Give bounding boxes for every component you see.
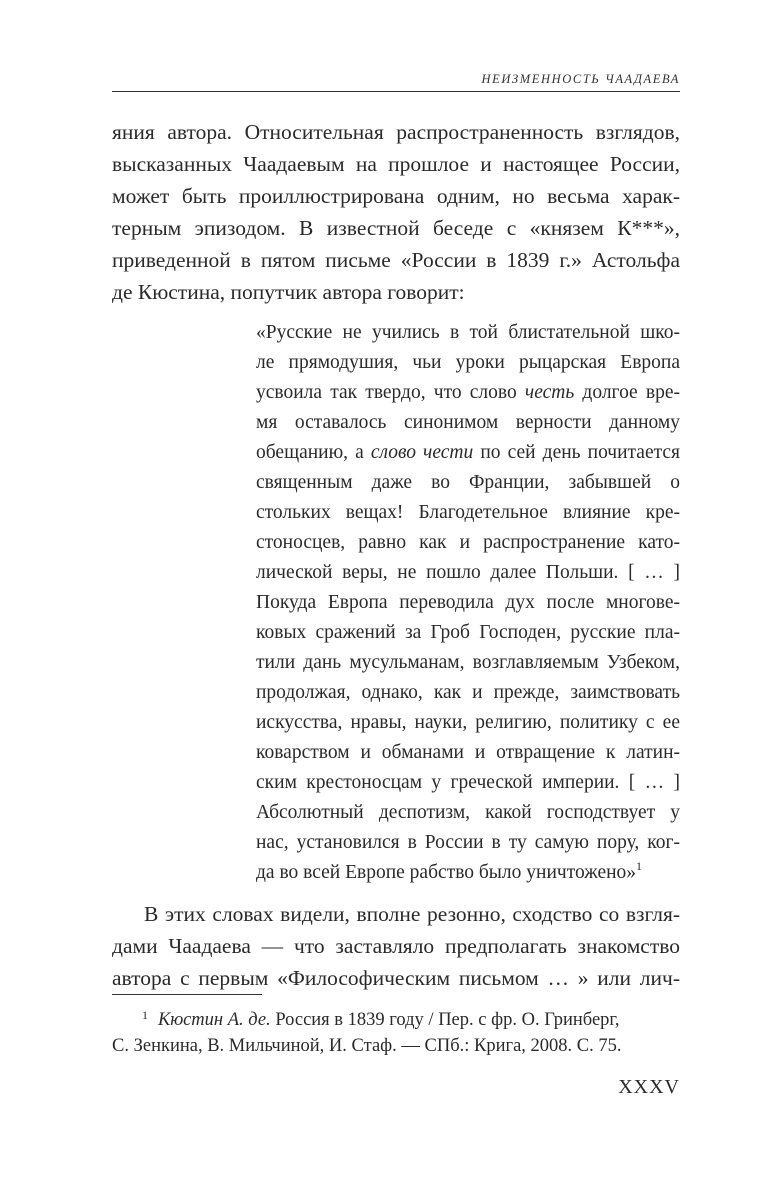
footnote-line-1: [112, 1008, 680, 1031]
quote-line-16: ским крестоносцам у греческой империи. [ … ]: [256, 772, 680, 793]
quote-line-14: искусства, нравы, науки, религию, политику с ее: [256, 712, 680, 733]
paragraph-1-line-5: приведенной в пятом письме «России в 1839 г.» Астольфа: [112, 248, 680, 272]
quote-line-6: священным даже во Франции, забывшей о: [256, 472, 680, 493]
footnote-rule: [112, 994, 262, 995]
running-head: НЕИЗМЕННОСТЬ ЧААДАЕВА: [112, 72, 680, 92]
paragraph-2-line-1: В этих словах видели, вполне резонно, сходство со взгля-: [144, 902, 680, 926]
quote-line-15: коварством и обманами и отвращение к латин-: [256, 742, 680, 763]
quote-line-11: ковых сражений за Гроб Господен, русские пла-: [256, 622, 680, 643]
quote-line-2: ле прямодушия, чьи уроки рыцарская Европа: [256, 352, 680, 373]
page-number: XXXV: [618, 1076, 680, 1098]
quote-line-1: «Русские не учились в той блистательной шко-: [256, 322, 680, 343]
quote-line-5-a: обещанию, а: [256, 442, 371, 463]
footnote-line-1-rest: Россия в 1839 году / Пер. с фр. О. Гринберг,: [270, 1010, 620, 1030]
quote-emphasis-word-of-honor: слово чести: [370, 442, 474, 463]
quote-line-5-b: по сей день почитается: [473, 442, 681, 463]
quote-line-3-a: усвоила так твердо, что слово: [256, 382, 525, 403]
quote-line-4: мя оставалось синонимом верности данному: [256, 412, 680, 433]
quote-emphasis-honor: честь: [524, 382, 575, 403]
paragraph-1-line-4: терным эпизодом. В известной беседе с «князем К***»,: [112, 216, 680, 240]
paragraph-2-line-3: автора с первым «Философическим письмом … » или лич-: [112, 966, 680, 990]
quote-line-3: [256, 382, 680, 404]
quote-line-19: [256, 859, 680, 884]
quote-line-13: продолжая, однако, как и прежде, заимствовать: [256, 682, 680, 703]
footnote-author: Кюстин А. де.: [158, 1010, 271, 1030]
quote-line-3-b: долгое вре-: [574, 382, 680, 403]
quote-line-7: стольких вещах! Благодетельное влияние кре-: [256, 502, 680, 523]
paragraph-1-line-1: яния автора. Относительная распространенность взглядов,: [112, 120, 680, 144]
paragraph-1-line-3: может быть проиллюстрирована одним, но весьма харак-: [112, 184, 680, 208]
footnote-mark: 1: [142, 1008, 148, 1022]
paragraph-1-line-6: де Кюстина, попутчик автора говорит:: [112, 280, 465, 304]
quote-line-8: стоносцев, равно как и распространение като-: [256, 532, 680, 553]
footnote-line-2: С. Зенкина, В. Мильчиной, И. Стаф. — СПб.: Крига, 2008. С. 75.: [112, 1036, 622, 1056]
quote-line-12: тили дань мусульманам, возглавляемым Узбеком,: [256, 652, 680, 673]
quote-line-9: лической веры, не пошло далее Польши. [ … ]: [256, 562, 680, 583]
quote-line-18: нас, установился в России в ту самую пору, ког-: [256, 832, 680, 853]
quote-line-5: [256, 442, 680, 464]
quote-line-19-text: да во всей Европе рабство было уничтожено»: [256, 862, 637, 883]
paragraph-2-line-2: дами Чаадаева — что заставляло предполагать знакомство: [112, 934, 680, 958]
paragraph-1-line-2: высказанных Чаадаевым на прошлое и настоящее России,: [112, 152, 680, 176]
footnote-reference[interactable]: 1: [636, 859, 643, 873]
quote-line-17: Абсолютный деспотизм, какой господствует у: [256, 802, 680, 823]
quote-line-10: Покуда Европа переводила дух после многове-: [256, 592, 680, 613]
